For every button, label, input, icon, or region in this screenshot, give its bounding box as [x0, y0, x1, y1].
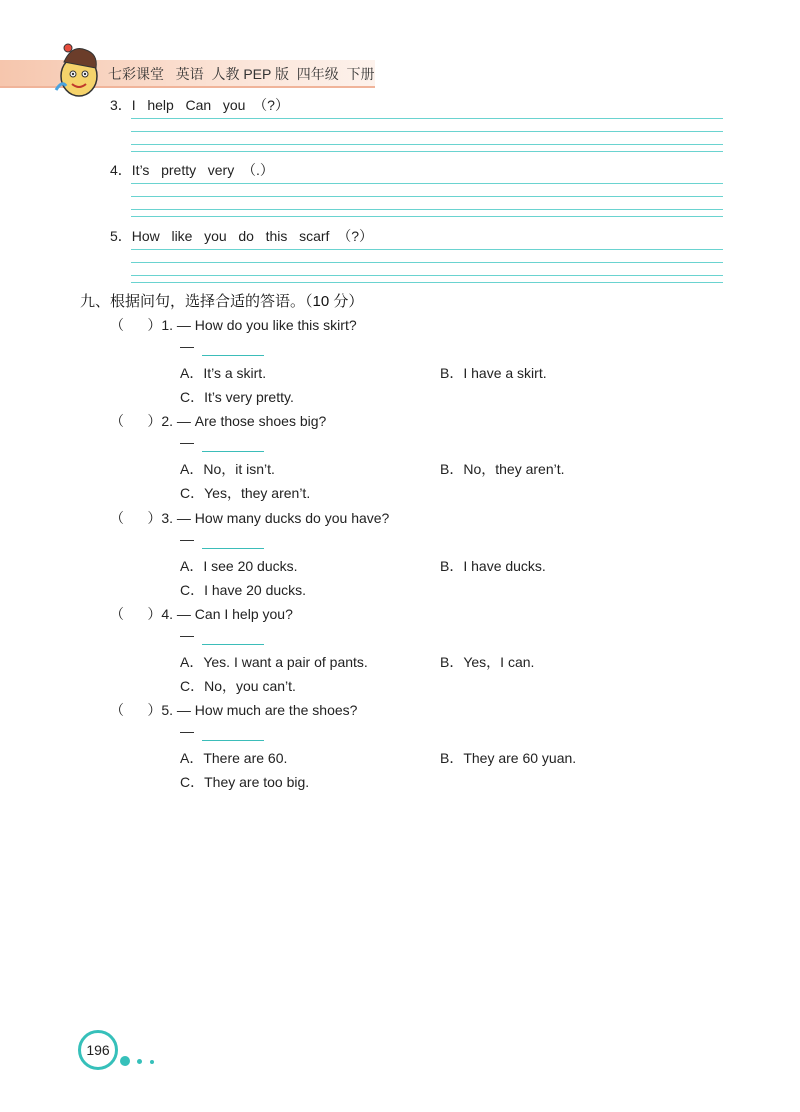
answer-dash: —: [180, 723, 194, 739]
writing-line: [131, 282, 723, 283]
sentence-item-5: 5．How like you do this scarf （?）: [110, 228, 373, 244]
page-number: 196: [78, 1030, 118, 1070]
writing-line: [131, 196, 723, 197]
question-4: （ ）4. — Can I help you?: [110, 606, 293, 622]
writing-line: [131, 144, 723, 145]
option-b: B．No，they aren’t.: [440, 461, 565, 477]
question-3: （ ）3. — How many ducks do you have?: [110, 510, 390, 526]
option-c: C．They are too big.: [180, 774, 310, 790]
option-a: A．No，it isn’t.: [180, 461, 275, 477]
option-c: C．It’s very pretty.: [180, 389, 294, 405]
writing-line: [131, 262, 723, 263]
mascot-icon: [52, 40, 106, 100]
option-b: B．They are 60 yuan.: [440, 750, 577, 766]
answer-blank[interactable]: [202, 740, 264, 741]
option-c: C．I have 20 ducks.: [180, 582, 307, 598]
option-a: A．Yes. I want a pair of pants.: [180, 654, 368, 670]
writing-line: [131, 216, 723, 217]
option-b: B．Yes，I can.: [440, 654, 535, 670]
question-1: （ ）1. — How do you like this skirt?: [110, 317, 357, 333]
option-b: B．I have a skirt.: [440, 365, 547, 381]
answer-blank[interactable]: [202, 548, 264, 549]
writing-line: [131, 118, 723, 119]
writing-line: [131, 131, 723, 132]
question-2: （ ）2. — Are those shoes big?: [110, 413, 327, 429]
writing-line: [131, 183, 723, 184]
option-a: A．I see 20 ducks.: [180, 558, 298, 574]
answer-dash: —: [180, 434, 194, 450]
writing-line: [131, 209, 723, 210]
dot-icon: [120, 1056, 130, 1066]
option-c: C．Yes，they aren’t.: [180, 485, 311, 501]
dot-icon: [137, 1059, 142, 1064]
writing-line: [131, 249, 723, 250]
answer-dash: —: [180, 627, 194, 643]
header-title: 七彩课堂 英语 人教 PEP 版 四年级 下册: [108, 66, 375, 82]
answer-dash: —: [180, 531, 194, 547]
sentence-item-3: 3．I help Can you （?）: [110, 97, 289, 113]
writing-line: [131, 275, 723, 276]
option-b: B．I have ducks.: [440, 558, 546, 574]
answer-blank[interactable]: [202, 355, 264, 356]
writing-line: [131, 151, 723, 152]
sentence-item-4: 4．It’s pretty very （.）: [110, 162, 274, 178]
answer-dash: —: [180, 338, 194, 354]
answer-blank[interactable]: [202, 451, 264, 452]
section-title: 九、根据问句，选择合适的答语。（10 分）: [80, 293, 364, 310]
option-c: C．No，you can’t.: [180, 678, 296, 694]
question-5: （ ）5. — How much are the shoes?: [110, 702, 358, 718]
answer-blank[interactable]: [202, 644, 264, 645]
dot-icon: [150, 1060, 154, 1064]
option-a: A．It’s a skirt.: [180, 365, 267, 381]
option-a: A．There are 60.: [180, 750, 288, 766]
